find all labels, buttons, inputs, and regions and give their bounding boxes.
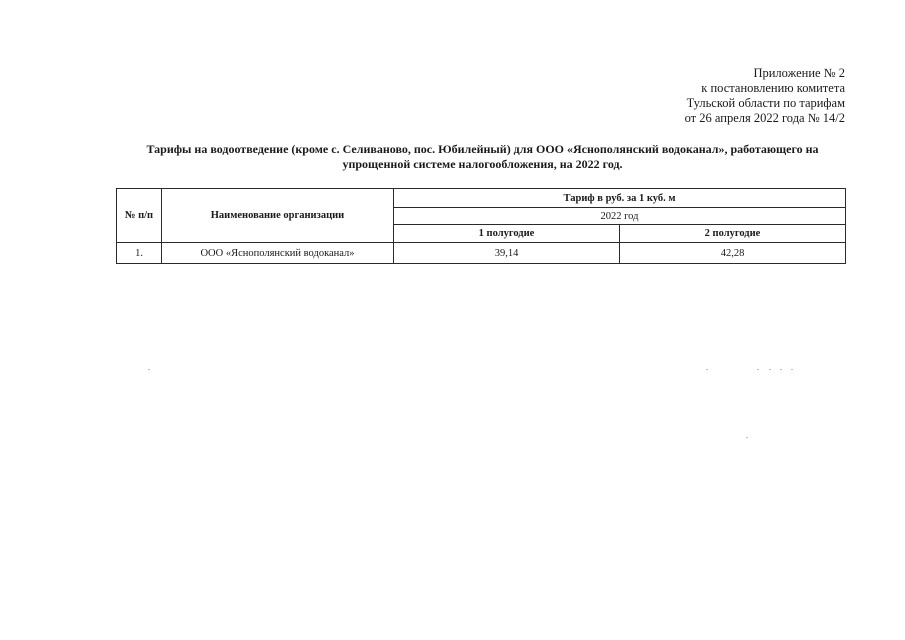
cell-half-1: 39,14 (394, 243, 620, 264)
document-title (100, 142, 865, 172)
table-header-row (117, 189, 846, 208)
scan-speck (746, 437, 748, 438)
annex-line: от 26 апреля 2022 года № 14/2 (684, 111, 845, 125)
table-row (117, 243, 846, 264)
scan-speck (148, 369, 150, 370)
annex-line: Приложение № 2 (753, 66, 845, 80)
annex-block (685, 66, 845, 126)
scan-speck (706, 369, 708, 370)
annex-line: Тульской области по тарифам (686, 96, 845, 110)
header-organization: Наименование организации (162, 189, 394, 243)
scan-speck (757, 369, 759, 370)
cell-number: 1. (117, 243, 162, 264)
cell-half-2: 42,28 (620, 243, 846, 264)
tariff-table (116, 188, 846, 264)
header-tariff: Тариф в руб. за 1 куб. м (394, 189, 846, 208)
header-half-1: 1 полугодие (394, 225, 620, 243)
header-half-2: 2 полугодие (620, 225, 846, 243)
annex-line: к постановлению комитета (701, 81, 845, 95)
header-number: № п/п (117, 189, 162, 243)
cell-organization: ООО «Яснополянский водоканал» (162, 243, 394, 264)
title-line: упрощенной системе налогообложения, на 2022 год. (342, 157, 623, 171)
scan-speck (791, 369, 793, 370)
scan-speck (780, 369, 782, 370)
title-line: Тарифы на водоотведение (кроме с. Селиваново, пос. Юбилейный) для ООО «Яснополянский водоканал», работающего на (146, 142, 819, 156)
header-year: 2022 год (394, 208, 846, 225)
scan-speck (769, 369, 771, 370)
